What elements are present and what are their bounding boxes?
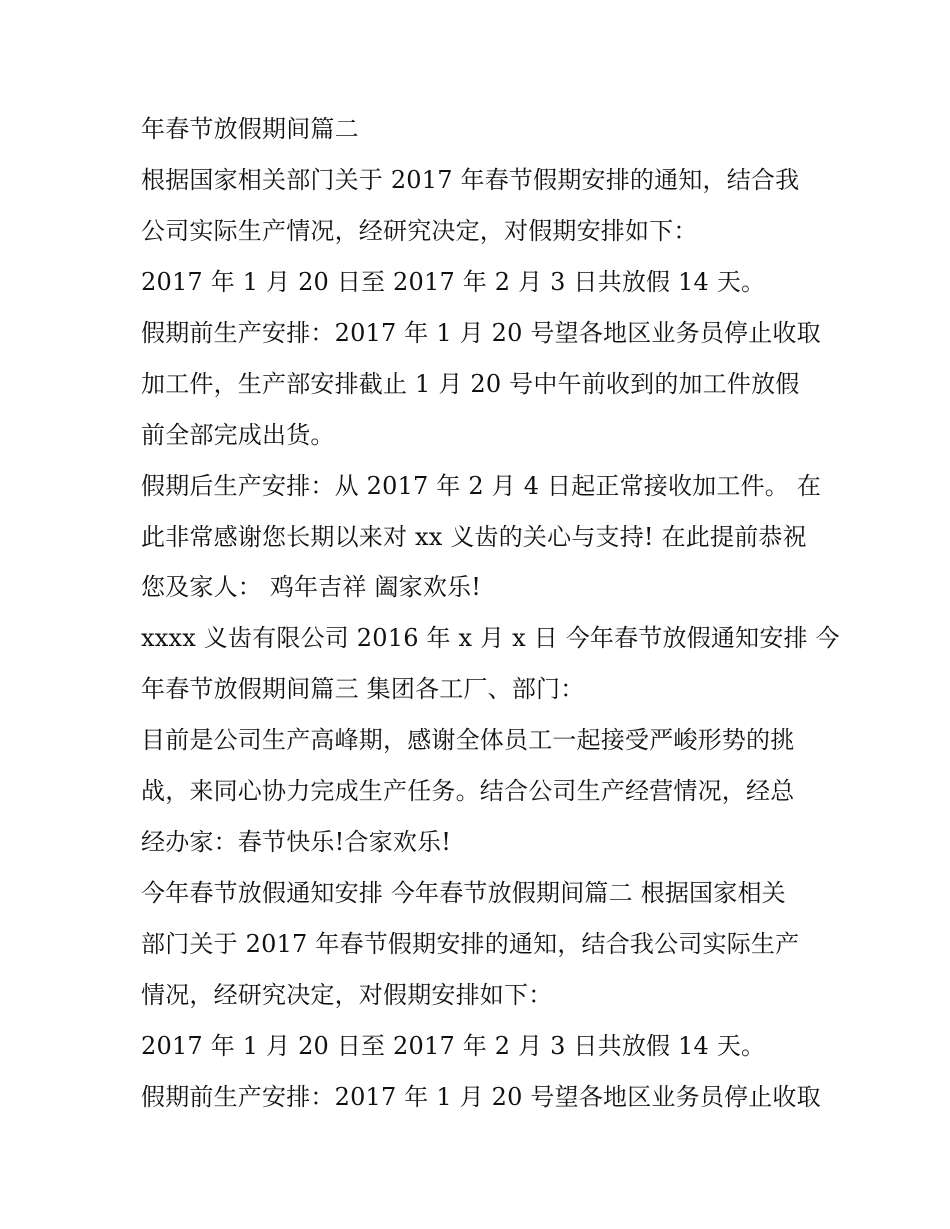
text-line: 根据国家相关部门关于 2017 年春节假期安排的通知，结合我 (141, 166, 800, 194)
text-line: 前全部完成出货。 (141, 421, 335, 449)
text-line: 2017 年 1 月 20 日至 2017 年 2 月 3 日共放假 14 天。 (141, 268, 766, 296)
text-line: 年春节放假期间篇三 集团各工厂、部门： (141, 675, 585, 703)
text-line: 加工件，生产部安排截止 1 月 20 号中午前收到的加工件放假 (141, 370, 800, 398)
text-line: 您及家人： 鸡年吉祥 阖家欢乐! (141, 573, 482, 601)
text-line: 情况，经研究决定，对假期安排如下： (141, 981, 553, 1009)
text-line: 公司实际生产情况，经研究决定，对假期安排如下： (141, 217, 698, 245)
text-line: 假期前生产安排：2017 年 1 月 20 号望各地区业务员停止收取 (141, 1083, 821, 1111)
text-line: 战，来同心协力完成生产任务。结合公司生产经营情况，经总 (141, 777, 795, 805)
text-line: 目前是公司生产高峰期，感谢全体员工一起接受严峻形势的挑 (141, 726, 795, 754)
text-line: 经办家：春节快乐!合家欢乐! (141, 828, 452, 856)
text-line: 此非常感谢您长期以来对 xx 义齿的关心与支持! 在此提前恭祝 (141, 523, 807, 551)
text-line: xxxx 义齿有限公司 2016 年 x 月 x 日 今年春节放假通知安排 今 (141, 624, 840, 652)
text-line: 2017 年 1 月 20 日至 2017 年 2 月 3 日共放假 14 天。 (141, 1032, 766, 1060)
text-line: 年春节放假期间篇二 (141, 115, 359, 143)
text-line: 假期前生产安排：2017 年 1 月 20 号望各地区业务员停止收取 (141, 319, 821, 347)
text-line: 部门关于 2017 年春节假期安排的通知，结合我公司实际生产 (141, 930, 800, 958)
text-line: 今年春节放假通知安排 今年春节放假期间篇二 根据国家相关 (141, 879, 786, 907)
text-line: 假期后生产安排：从 2017 年 2 月 4 日起正常接收加工件。 在 (141, 472, 822, 500)
